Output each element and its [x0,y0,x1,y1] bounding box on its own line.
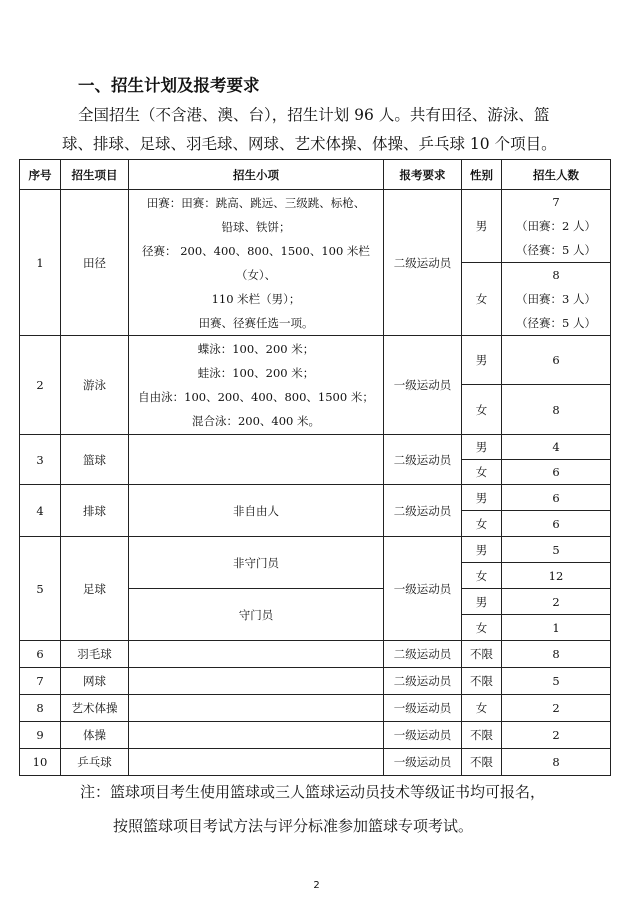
gender: 男 [462,589,502,615]
quota: 6 [502,485,611,511]
table-row [20,485,611,511]
sport-name: 篮球 [61,435,129,485]
table-row [20,190,611,263]
gender: 不限 [462,722,502,749]
quota: 8 [502,385,611,435]
requirement: 二级运动员 [384,668,462,695]
event-line: 混合泳：200、400 米。 [191,414,321,428]
event-line: 蛙泳：100、200 米； [197,366,315,380]
table-header-row [20,160,611,190]
quota-detail: （径赛：5 人） [516,243,596,257]
row-number: 5 [20,537,61,641]
header-cell: 序号 [20,160,61,190]
intro-line-1: 全国招生（不含港、澳、台），招生计划 96 人。共有田径、游泳、篮 [78,106,550,124]
table-row [20,695,611,722]
requirement: 一级运动员 [384,695,462,722]
quota: 8 [502,749,611,776]
row-number: 3 [20,435,61,485]
sport-name: 足球 [61,537,129,641]
row-number: 9 [20,722,61,749]
gender: 男 [462,537,502,563]
sport-name: 游泳 [61,336,129,435]
sport-name: 网球 [61,668,129,695]
event-cell: 非守门员 [129,537,384,589]
sport-name: 体操 [61,722,129,749]
gender: 不限 [462,641,502,668]
row-number: 4 [20,485,61,537]
table-row [20,641,611,668]
quota: 2 [502,589,611,615]
quota: 2 [502,695,611,722]
requirement: 一级运动员 [384,749,462,776]
quota-detail: （田赛：2 人） [516,219,596,233]
requirement: 一级运动员 [384,537,462,641]
gender: 男 [462,435,502,460]
requirement: 二级运动员 [384,435,462,485]
event-cell [129,695,384,722]
gender: 女 [462,695,502,722]
row-number: 7 [20,668,61,695]
intro-paragraph [62,101,592,159]
sport-name: 乒乓球 [61,749,129,776]
quota: 4 [502,435,611,460]
row-number: 10 [20,749,61,776]
row-number: 8 [20,695,61,722]
table-row [20,668,611,695]
quota: 5 [502,537,611,563]
table-row [20,336,611,385]
event-cell [129,435,384,485]
note-line-1: 注：篮球项目考生使用篮球或三人篮球运动员技术等级证书均可报名， [80,783,546,801]
event-cell [129,641,384,668]
table-row [20,749,611,776]
gender: 不限 [462,749,502,776]
event-line: 自由泳：100、200、400、800、1500 米； [138,390,374,404]
event-line: 110 米栏（男）； [211,291,301,306]
event-cell [129,668,384,695]
sport-name: 田径 [61,190,129,336]
event-cell [129,749,384,776]
gender: 男 [462,336,502,385]
section-heading: 一、招生计划及报考要求 [78,76,260,95]
quota: 6 [502,336,611,385]
requirement: 一级运动员 [384,722,462,749]
quota [502,190,611,263]
quota: 1 [502,615,611,641]
gender: 女 [462,385,502,435]
table-row [20,435,611,460]
quota-total: 7 [552,195,560,209]
event-list [129,190,384,336]
gender: 不限 [462,668,502,695]
event-line: 铅球、铁饼； [221,219,291,234]
header-cell: 性别 [462,160,502,190]
header-cell: 招生小项 [129,160,384,190]
row-number: 2 [20,336,61,435]
table-row [20,537,611,563]
quota: 6 [502,460,611,485]
event-line: 径赛： 200、400、800、1500、100 米栏（女）、 [142,243,370,282]
gender: 男 [462,190,502,263]
quota: 8 [502,641,611,668]
quota-total: 8 [552,268,560,282]
quota: 5 [502,668,611,695]
sport-name: 羽毛球 [61,641,129,668]
gender: 女 [462,563,502,589]
quota [502,263,611,336]
requirement: 一级运动员 [384,336,462,435]
header-cell: 报考要求 [384,160,462,190]
event-list [129,336,384,435]
page-number: 2 [313,880,320,891]
event-cell [129,722,384,749]
gender: 女 [462,511,502,537]
gender: 女 [462,460,502,485]
quota: 6 [502,511,611,537]
quota: 12 [502,563,611,589]
enrollment-plan-table [19,159,611,776]
gender: 女 [462,263,502,336]
note-line-2: 按照篮球项目考试方法与评分标准参加篮球专项考试。 [113,817,474,835]
event-cell: 守门员 [129,589,384,641]
event-line: 田赛：田赛：跳高、跳远、三级跳、标枪、 [146,195,366,210]
quota: 2 [502,722,611,749]
event-line: 蝶泳：100、200 米； [197,342,315,356]
quota-detail: （径赛：5 人） [516,316,596,330]
table-row [20,722,611,749]
sport-name: 艺术体操 [61,695,129,722]
requirement: 二级运动员 [384,485,462,537]
gender: 女 [462,615,502,641]
requirement: 二级运动员 [384,641,462,668]
sport-name: 排球 [61,485,129,537]
header-cell: 招生人数 [502,160,611,190]
gender: 男 [462,485,502,511]
quota-detail: （田赛：3 人） [516,292,596,306]
header-cell: 招生项目 [61,160,129,190]
intro-line-2: 球、排球、足球、羽毛球、网球、艺术体操、体操、乒乓球 10 个项目。 [62,135,557,153]
event-line: 田赛、径赛任选一项。 [198,315,314,330]
row-number: 1 [20,190,61,336]
row-number: 6 [20,641,61,668]
requirement: 二级运动员 [384,190,462,336]
event-cell: 非自由人 [129,485,384,537]
